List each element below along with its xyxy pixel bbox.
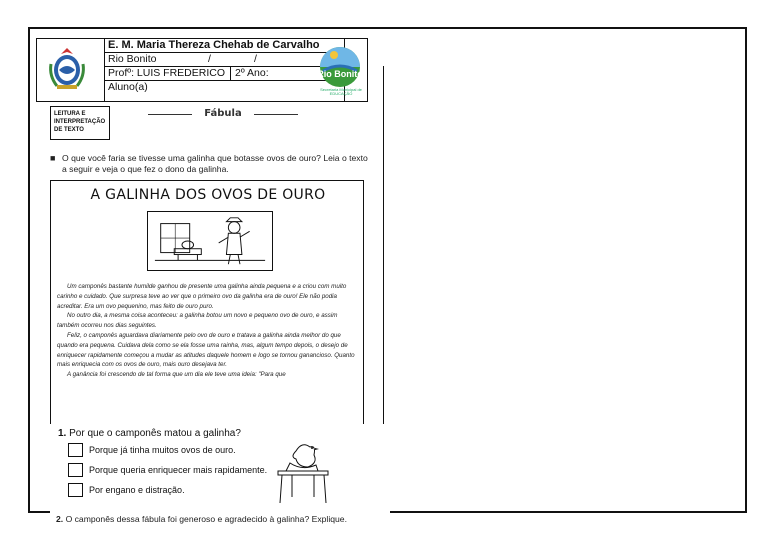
- genre-label: Fábula: [204, 108, 242, 119]
- story-box: [50, 180, 364, 428]
- question-2: [56, 514, 376, 524]
- question-text: Por que o camponês matou a galinha?: [69, 428, 241, 439]
- header-info-cell: [104, 39, 344, 101]
- story-paragraph: Feliz, o camponês aguardava diariamente pelo ovo de ouro e tratava a galinha ainda melhor do que quando era pequena. Cuidava dela como se ela fosse uma rainha, mas, algum tempo depois, o desejo de enriquecer rapidamente começou a mudar as atitudes daquele homem e logo se tornou ganancioso. Quanto mais enriquecia com os ovos de ouro, mais ouro desejava ter.: [57, 331, 355, 369]
- option-label: Porque queria enriquecer mais rapidamente.: [89, 465, 268, 475]
- city-name: Rio Bonito: [108, 53, 157, 65]
- question-number: 1.: [58, 428, 67, 439]
- teacher-row: [104, 67, 344, 81]
- logo-caption: Secretaria Municipal de EDUCAÇÃO: [320, 87, 362, 96]
- school-name: E. M. Maria Thereza Chehab de Carvalho: [104, 39, 344, 53]
- option-label: Porque já tinha muitos ovos de ouro.: [89, 445, 236, 455]
- city-date-row: [104, 53, 344, 67]
- logo-text: Rio Bonito: [317, 69, 363, 79]
- question-text: O camponês dessa fábula foi generoso e agradecido à galinha? Explique.: [65, 514, 347, 524]
- student-label: Aluno(a): [108, 81, 148, 93]
- column-divider: [383, 66, 384, 466]
- grade-label: 2º Ano:: [230, 67, 269, 81]
- story-paragraph: No outro dia, a mesma coisa aconteceu: a galinha botou um novo e pequeno ovo de ouro, e assim também ocorreu nos dias seguintes.: [57, 312, 338, 330]
- teacher-name: Profº: LUIS FREDERICO: [108, 67, 226, 79]
- bullet-icon: ■: [50, 153, 56, 163]
- story-body: [57, 282, 359, 380]
- question-number: 2.: [56, 514, 64, 524]
- genre-heading: [148, 108, 298, 120]
- farmer-and-hen-illustration: [147, 211, 273, 271]
- checkbox[interactable]: [68, 463, 83, 477]
- intro-text: O que você faria se tivesse uma galinha que botasse ovos de ouro? Leia o texto a seguir e veja o que fez o dono da galinha.: [62, 153, 368, 174]
- student-row: [104, 81, 344, 101]
- date-separator: /: [208, 53, 211, 65]
- story-title: A GALINHA DOS OVOS DE OURO: [90, 187, 326, 203]
- checkbox[interactable]: [68, 483, 83, 497]
- school-seal-icon: [47, 46, 87, 92]
- option-label: Por engano e distração.: [89, 485, 185, 495]
- story-paragraph: A ganância foi crescendo de tal forma que um dia ele teve uma ideia: "Para que: [67, 371, 286, 379]
- date-separator: /: [254, 53, 257, 65]
- hen-on-table-illustration: [272, 437, 334, 507]
- question-1: [58, 428, 241, 439]
- story-paragraph: Um camponês bastante humilde ganhou de presente uma galinha ainda pequena e a criou com muito carinho e cuidado. Que surpresa teve ao ver que o primeiro ovo da galinha era de ouro! Ele não podia acreditar. Era um ovo pequenino, mas feito de ouro puro.: [57, 283, 347, 310]
- section-label-box: LEITURA E INTERPRETAÇÃO DE TEXTO: [50, 106, 110, 140]
- intro-prompt: [50, 153, 370, 175]
- checkbox[interactable]: [68, 443, 83, 457]
